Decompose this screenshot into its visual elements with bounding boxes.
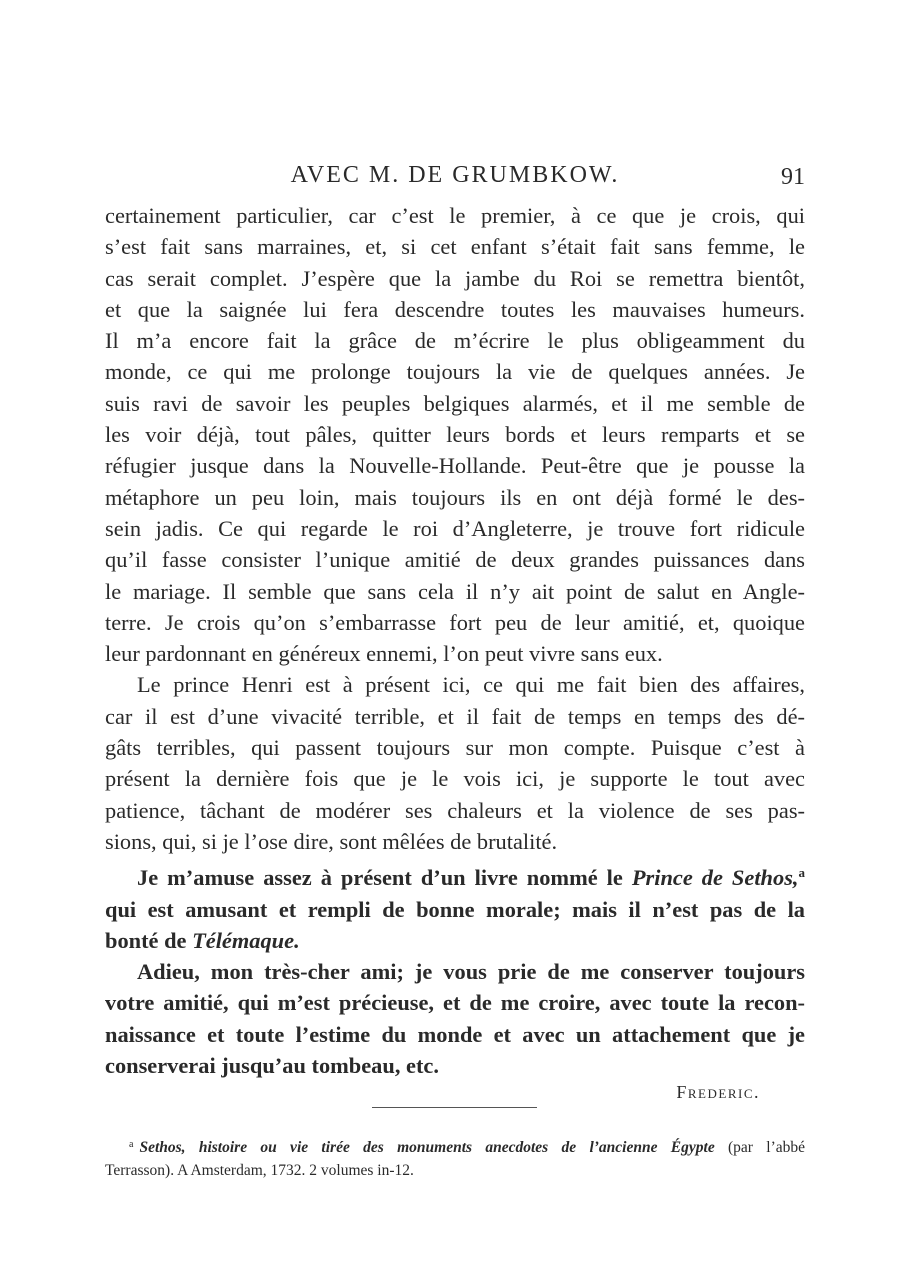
text-fragment: Je m’amuse assez à présent d’un livre nommé le: [137, 865, 632, 891]
text-line: et que la saignée lui fera descendre toutes les mauvaises humeurs.: [105, 296, 805, 322]
text-line: sein jadis. Ce qui regarde le roi d’Angleterre, je trouve fort ridicule: [105, 515, 805, 541]
signature: Frederic.: [676, 1082, 760, 1102]
text-line: terre. Je crois qu’on s’embarrasse fort peu de leur amitié, et, quoique: [105, 609, 805, 635]
footnote-line: Terrasson). A Amsterdam, 1732. 2 volumes in-12.: [105, 1162, 414, 1179]
text-line: sions, qui, si je l’ose dire, sont mêlées de brutalité.: [105, 828, 558, 854]
text-line: le mariage. Il semble que sans cela il n’y ait point de salut en Angle-: [105, 578, 805, 604]
paragraph-1: [105, 200, 805, 669]
book-title-telemaque: Télémaque.: [192, 927, 300, 953]
text-line: métaphore un peu loin, mais toujours ils en ont déjà formé le des-: [105, 484, 805, 510]
text-line: cas serait complet. J’espère que la jambe du Roi se remettra bientôt,: [105, 265, 805, 291]
letter-body: [105, 200, 805, 1081]
text-line: conserverai jusqu’au tombeau, etc.: [105, 1053, 439, 1079]
text-line: Adieu, mon très-cher ami; je vous prie de me conserver toujours: [137, 959, 805, 985]
running-title: AVEC M. DE GRUMBKOW.: [290, 162, 620, 188]
text-line: naissance et toute l’estime du monde et avec un attachement que je: [105, 1021, 805, 1047]
text-line: votre amitié, qui m’est précieuse, et de me croire, avec toute la recon-: [105, 990, 805, 1016]
text-line: Le prince Henri est à présent ici, ce qui me fait bien des affaires,: [137, 672, 805, 698]
text-line: certainement particulier, car c’est le premier, à ce que je crois, qui: [105, 203, 805, 228]
footnote-marker: a: [129, 1139, 134, 1150]
text-line: réfugier jusque dans la Nouvelle-Hollande. Peut-être que je pousse la: [105, 453, 805, 479]
paragraph-2: [105, 669, 805, 857]
paragraph-3: [105, 857, 805, 956]
paragraph-4: [105, 956, 805, 1081]
text-line: qui est amusant et rempli de bonne morale; mais il n’est pas de la: [105, 896, 805, 922]
text-line: monde, ce qui me prolonge toujours la vie de quelques années. Je: [105, 359, 805, 385]
running-head: [105, 160, 805, 194]
book-title-sethos: Prince de Sethos,: [631, 865, 799, 891]
text-line: présent la dernière fois que je le vois ici, je supporte le tout avec: [105, 766, 805, 792]
text-line: gâts terribles, qui passent toujours sur mon compte. Puisque c’est à: [105, 735, 805, 761]
text-line: qu’il fasse consister l’unique amitié de deux grandes puissances dans: [105, 547, 805, 573]
text-fragment: bonté de: [105, 927, 193, 953]
text-line: car il est d’une vivacité terrible, et il fait de temps en temps des dé-: [105, 703, 805, 729]
text-line: [105, 925, 805, 956]
text-line: s’est fait sans marraines, et, si cet enfant s’était fait sans femme, le: [105, 234, 805, 260]
footnote-book-title: Sethos, histoire ou vie tirée des monuments anecdotes de l’ancienne Égypte: [139, 1139, 715, 1156]
footnote-line: [105, 1133, 805, 1159]
footnote-text: (par l’abbé: [714, 1139, 805, 1156]
text-line: patience, tâchant de modérer ses chaleurs et la violence de ses pas-: [105, 797, 805, 823]
text-line: Il m’a encore fait la grâce de m’écrire le plus obligeamment du: [105, 328, 805, 354]
text-line: [105, 857, 805, 893]
page-number: 91: [781, 164, 805, 190]
text-line: les voir déjà, tout pâles, quitter leurs bords et leurs remparts et se: [105, 422, 805, 448]
text-line: leur pardonnant en généreux ennemi, l’on peut vivre sans eux.: [105, 641, 663, 667]
text-line: suis ravi de savoir les peuples belgiques alarmés, et il me semble de: [105, 390, 805, 416]
footnote-reference: a: [798, 865, 806, 881]
footnote-divider: [372, 1107, 537, 1108]
footnote: [105, 1133, 805, 1182]
